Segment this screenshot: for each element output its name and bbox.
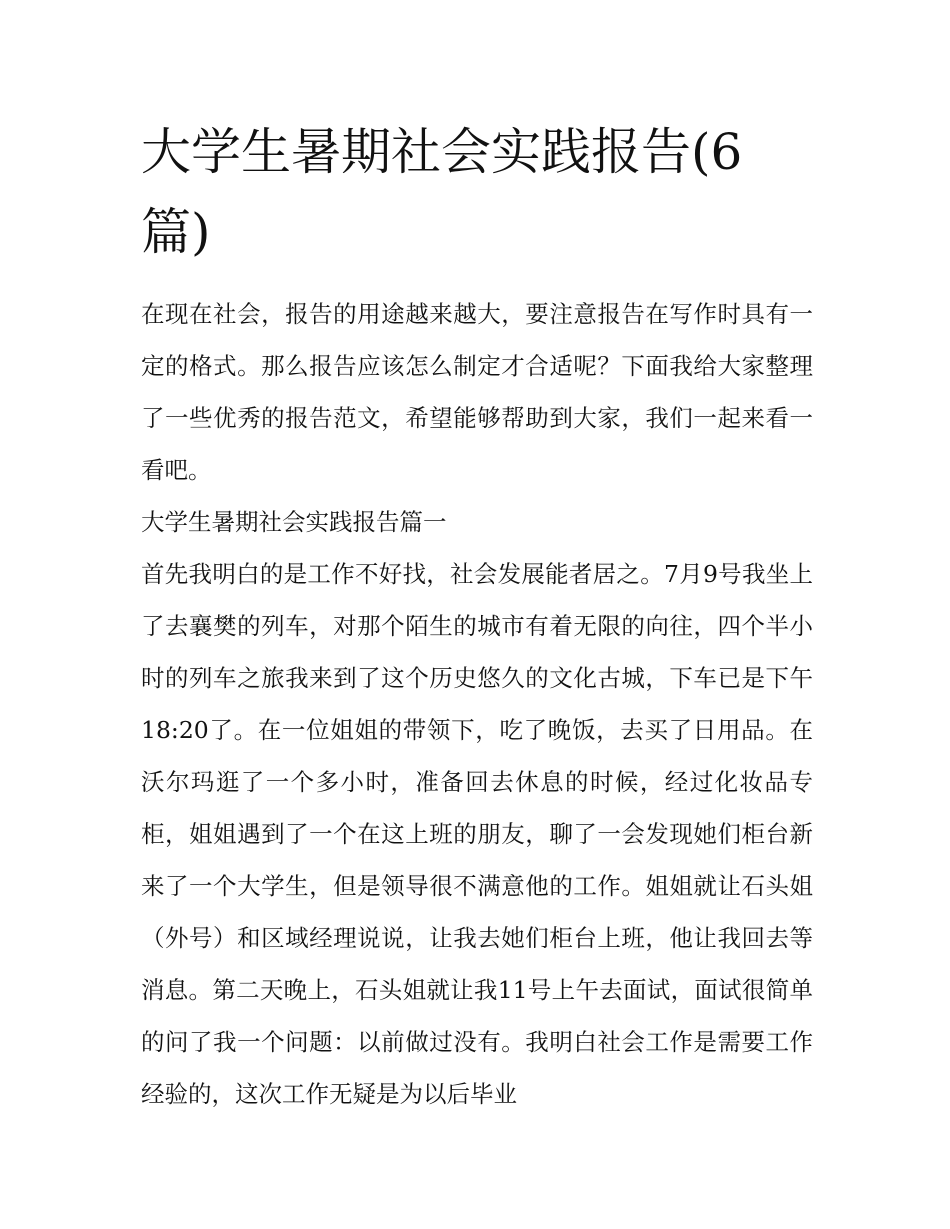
section-paragraph: 首先我明白的是工作不好找，社会发展能者居之。7月9号我坐上了去襄樊的列车，对那个陌生的城市有着无限的向往，四个半小时的列车之旅我来到了这个历史悠久的文化古城，下车已是下午18:20了。在一位姐姐的带领下，吃了晚饭，去买了日用品。在沃尔玛逛了一个多小时，准备回去休息的时候，经过化妆品专柜，姐姐遇到了一个在这上班的朋友，聊了一会发现她们柜台新来了一个大学生，但是领导很不满意他的工作。姐姐就让石头姐（外号）和区域经理说说，让我去她们柜台上班，他让我回去等消息。第二天晚上，石头姐就让我11号上午去面试，面试很简单的问了我一个问题：以前做过没有。我明白社会工作是需要工作经验的，这次工作无疑是为以后毕业 bbox=[141, 560, 813, 1108]
intro-paragraph: 在现在社会，报告的用途越来越大，要注意报告在写作时具有一定的格式。那么报告应该怎么制定才合适呢？下面我给大家整理了一些优秀的报告范文，希望能够帮助到大家，我们一起来看一看吧。 bbox=[141, 300, 813, 484]
section-heading: 大学生暑期社会实践报告篇一 bbox=[141, 508, 447, 536]
document-title: 大学生暑期社会实践报告(6篇) bbox=[141, 123, 743, 261]
document-content bbox=[141, 112, 813, 1120]
